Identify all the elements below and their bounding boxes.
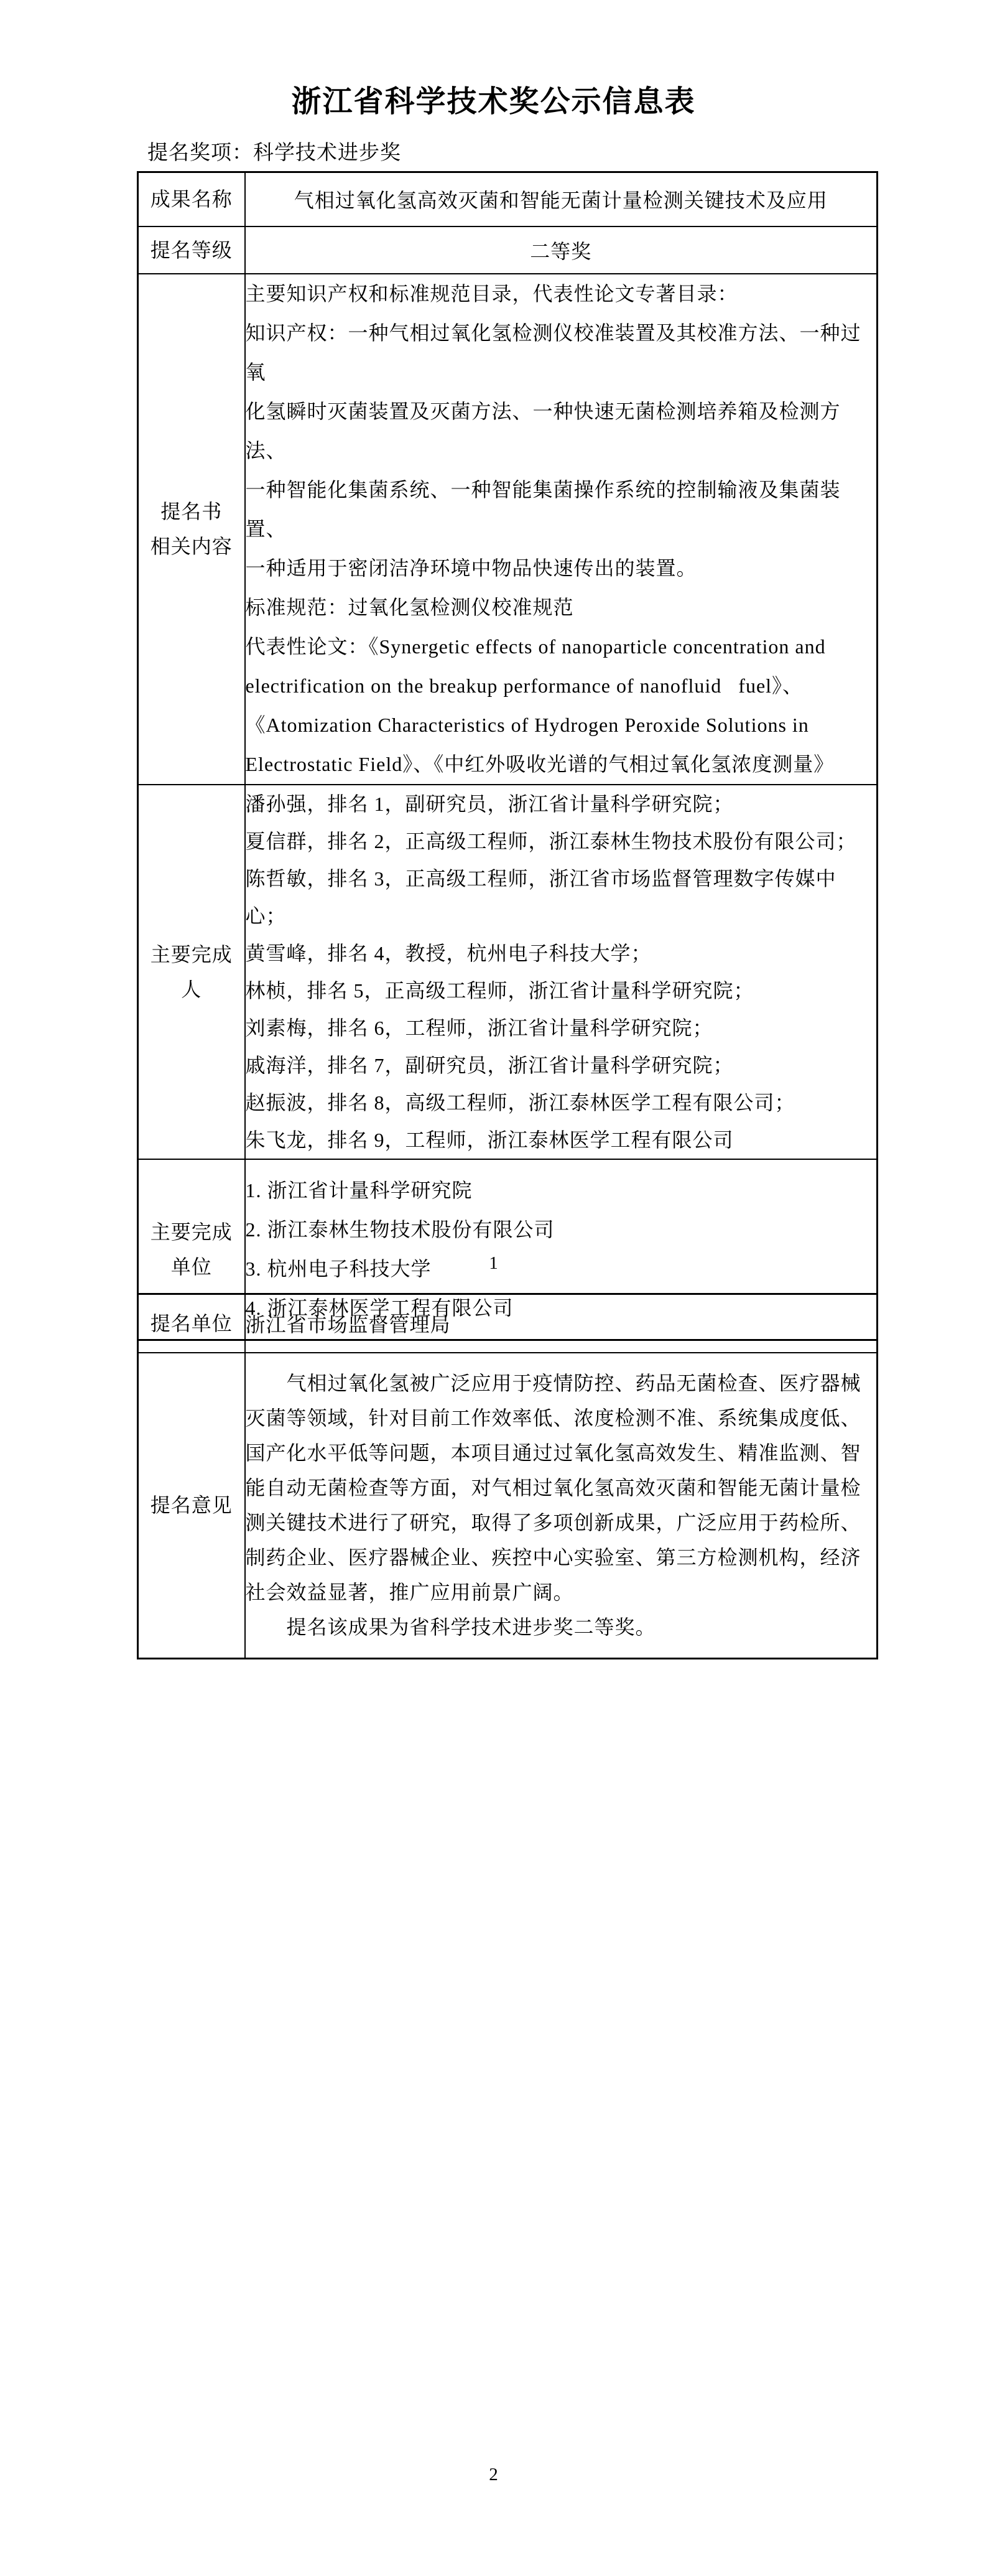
main-completers-list xyxy=(245,785,878,1159)
nomination-book-label xyxy=(138,274,245,785)
text-line: 2. 浙江泰林生物技术股份有限公司 xyxy=(245,1218,555,1241)
award-category-label: 提名奖项： xyxy=(147,142,253,164)
text-line: 3. 杭州电子科技大学 xyxy=(245,1257,432,1280)
page-number-1: 1 xyxy=(489,1253,498,1273)
achievement-name-label: 成果名称 xyxy=(138,172,245,226)
table-row-achievement-name xyxy=(138,172,878,226)
text-line: 提名该成果为省科学技术进步奖二等奖。 xyxy=(245,1616,656,1639)
main-completers-label-line2: 人 xyxy=(181,978,202,1001)
text-line: 一种智能化集菌系统、一种智能集菌操作系统的控制输液及集菌装置、 xyxy=(245,478,841,540)
achievement-name-value: 气相过氧化氢高效灭菌和智能无菌计量检测关键技术及应用 xyxy=(245,172,878,226)
text-line: 代表性论文：《Synergetic effects of nanoparticle concentration and xyxy=(245,635,826,658)
text-line: 化氢瞬时灭菌装置及灭菌方法、一种快速无菌检测培养箱及检测方法、 xyxy=(245,399,841,462)
text-line: 戚海洋，排名 7，副研究员，浙江省计量科学研究院； xyxy=(245,1053,734,1076)
page-number-2: 2 xyxy=(489,2465,498,2485)
text-line: 一种适用于密闭洁净环境中物品快速传出的装置。 xyxy=(245,556,697,579)
text-line: Electrostatic Field》、《中红外吸收光谱的气相过氧化氢浓度测量》 xyxy=(245,752,835,775)
text-line: 林桢，排名 5，正高级工程师，浙江省计量科学研究院； xyxy=(245,979,754,1002)
table-row-nomination-opinion xyxy=(138,1353,878,1659)
text-line: 4. 浙江泰林医学工程有限公司 xyxy=(245,1296,514,1319)
text-line: 黄雪峰，排名 4，教授，杭州电子科技大学； xyxy=(245,941,652,964)
text-line: 测关键技术进行了研究，取得了多项创新成果，广泛应用于药检所、 xyxy=(245,1511,861,1534)
main-units-label-line1: 主要完成 xyxy=(150,1220,233,1243)
nomination-book-content xyxy=(245,274,878,785)
text-line: 主要知识产权和标准规范目录，代表性论文专著目录： xyxy=(245,282,738,305)
nominating-unit-label: 提名单位 xyxy=(138,1294,245,1353)
text-line: 标准规范：过氧化氢检测仪校准规范 xyxy=(245,595,574,618)
nomination-grade-label: 提名等级 xyxy=(138,226,245,274)
text-line: 刘素梅，排名 6，工程师，浙江省计量科学研究院； xyxy=(245,1016,713,1039)
award-info-table xyxy=(137,171,878,1341)
text-line: 制药企业、医疗器械企业、疾控中心实验室、第三方检测机构，经济 xyxy=(245,1546,861,1569)
main-units-label-line2: 单位 xyxy=(170,1255,212,1278)
nomination-book-label-line2: 相关内容 xyxy=(150,535,233,558)
text-line: 夏信群，排名 2，正高级工程师，浙江泰林生物技术股份有限公司； xyxy=(245,829,857,852)
main-completers-label-line1: 主要完成 xyxy=(150,943,233,966)
text-line: electrification on the breakup performance of nanofluid fuel》、 xyxy=(245,674,804,697)
nominating-unit-value: 浙江省市场监督管理局 xyxy=(245,1294,878,1353)
award-category-line xyxy=(147,141,401,165)
nomination-book-label-line1: 提名书 xyxy=(160,500,223,523)
text-line: 赵振波，排名 8，高级工程师，浙江泰林医学工程有限公司； xyxy=(245,1091,795,1114)
award-category-value: 科学技术进步奖 xyxy=(253,142,401,164)
text-line: 能自动无菌检查等方面，对气相过氧化氢高效灭菌和智能无菌计量检 xyxy=(245,1477,861,1500)
text-line: 《Atomization Characteristics of Hydrogen Peroxide Solutions in xyxy=(245,713,809,736)
text-line: 陈哲敏，排名 3，正高级工程师，浙江省市场监督管理数字传媒中心； xyxy=(245,867,836,927)
text-line: 潘孙强，排名 1，副研究员，浙江省计量科学研究院； xyxy=(245,792,734,815)
table-row-nominating-unit xyxy=(138,1294,878,1353)
nomination-opinion-label: 提名意见 xyxy=(138,1353,245,1659)
table-row-nomination-book-content xyxy=(138,274,878,785)
text-line: 1. 浙江省计量科学研究院 xyxy=(245,1178,473,1202)
nomination-grade-value: 二等奖 xyxy=(245,226,878,274)
page-title: 浙江省科学技术奖公示信息表 xyxy=(291,85,696,118)
nomination-table xyxy=(137,1293,878,1659)
text-line: 灭菌等领域，针对目前工作效率低、浓度检测不准、系统集成度低、 xyxy=(245,1407,861,1430)
table-row-nomination-grade xyxy=(138,226,878,274)
text-line: 朱飞龙，排名 9，工程师，浙江泰林医学工程有限公司 xyxy=(245,1128,734,1151)
text-line: 知识产权：一种气相过氧化氢检测仪校准装置及其校准方法、一种过氧 xyxy=(245,321,861,383)
nomination-opinion-text xyxy=(245,1353,878,1659)
main-completers-label xyxy=(138,785,245,1159)
text-line: 气相过氧化氢被广泛应用于疫情防控、药品无菌检查、医疗器械 xyxy=(245,1372,861,1395)
text-line: 国产化水平低等问题，本项目通过过氧化氢高效发生、精准监测、智 xyxy=(245,1442,861,1465)
table-row-main-completers xyxy=(138,785,878,1159)
text-line: 社会效益显著，推广应用前景广阔。 xyxy=(245,1581,574,1604)
